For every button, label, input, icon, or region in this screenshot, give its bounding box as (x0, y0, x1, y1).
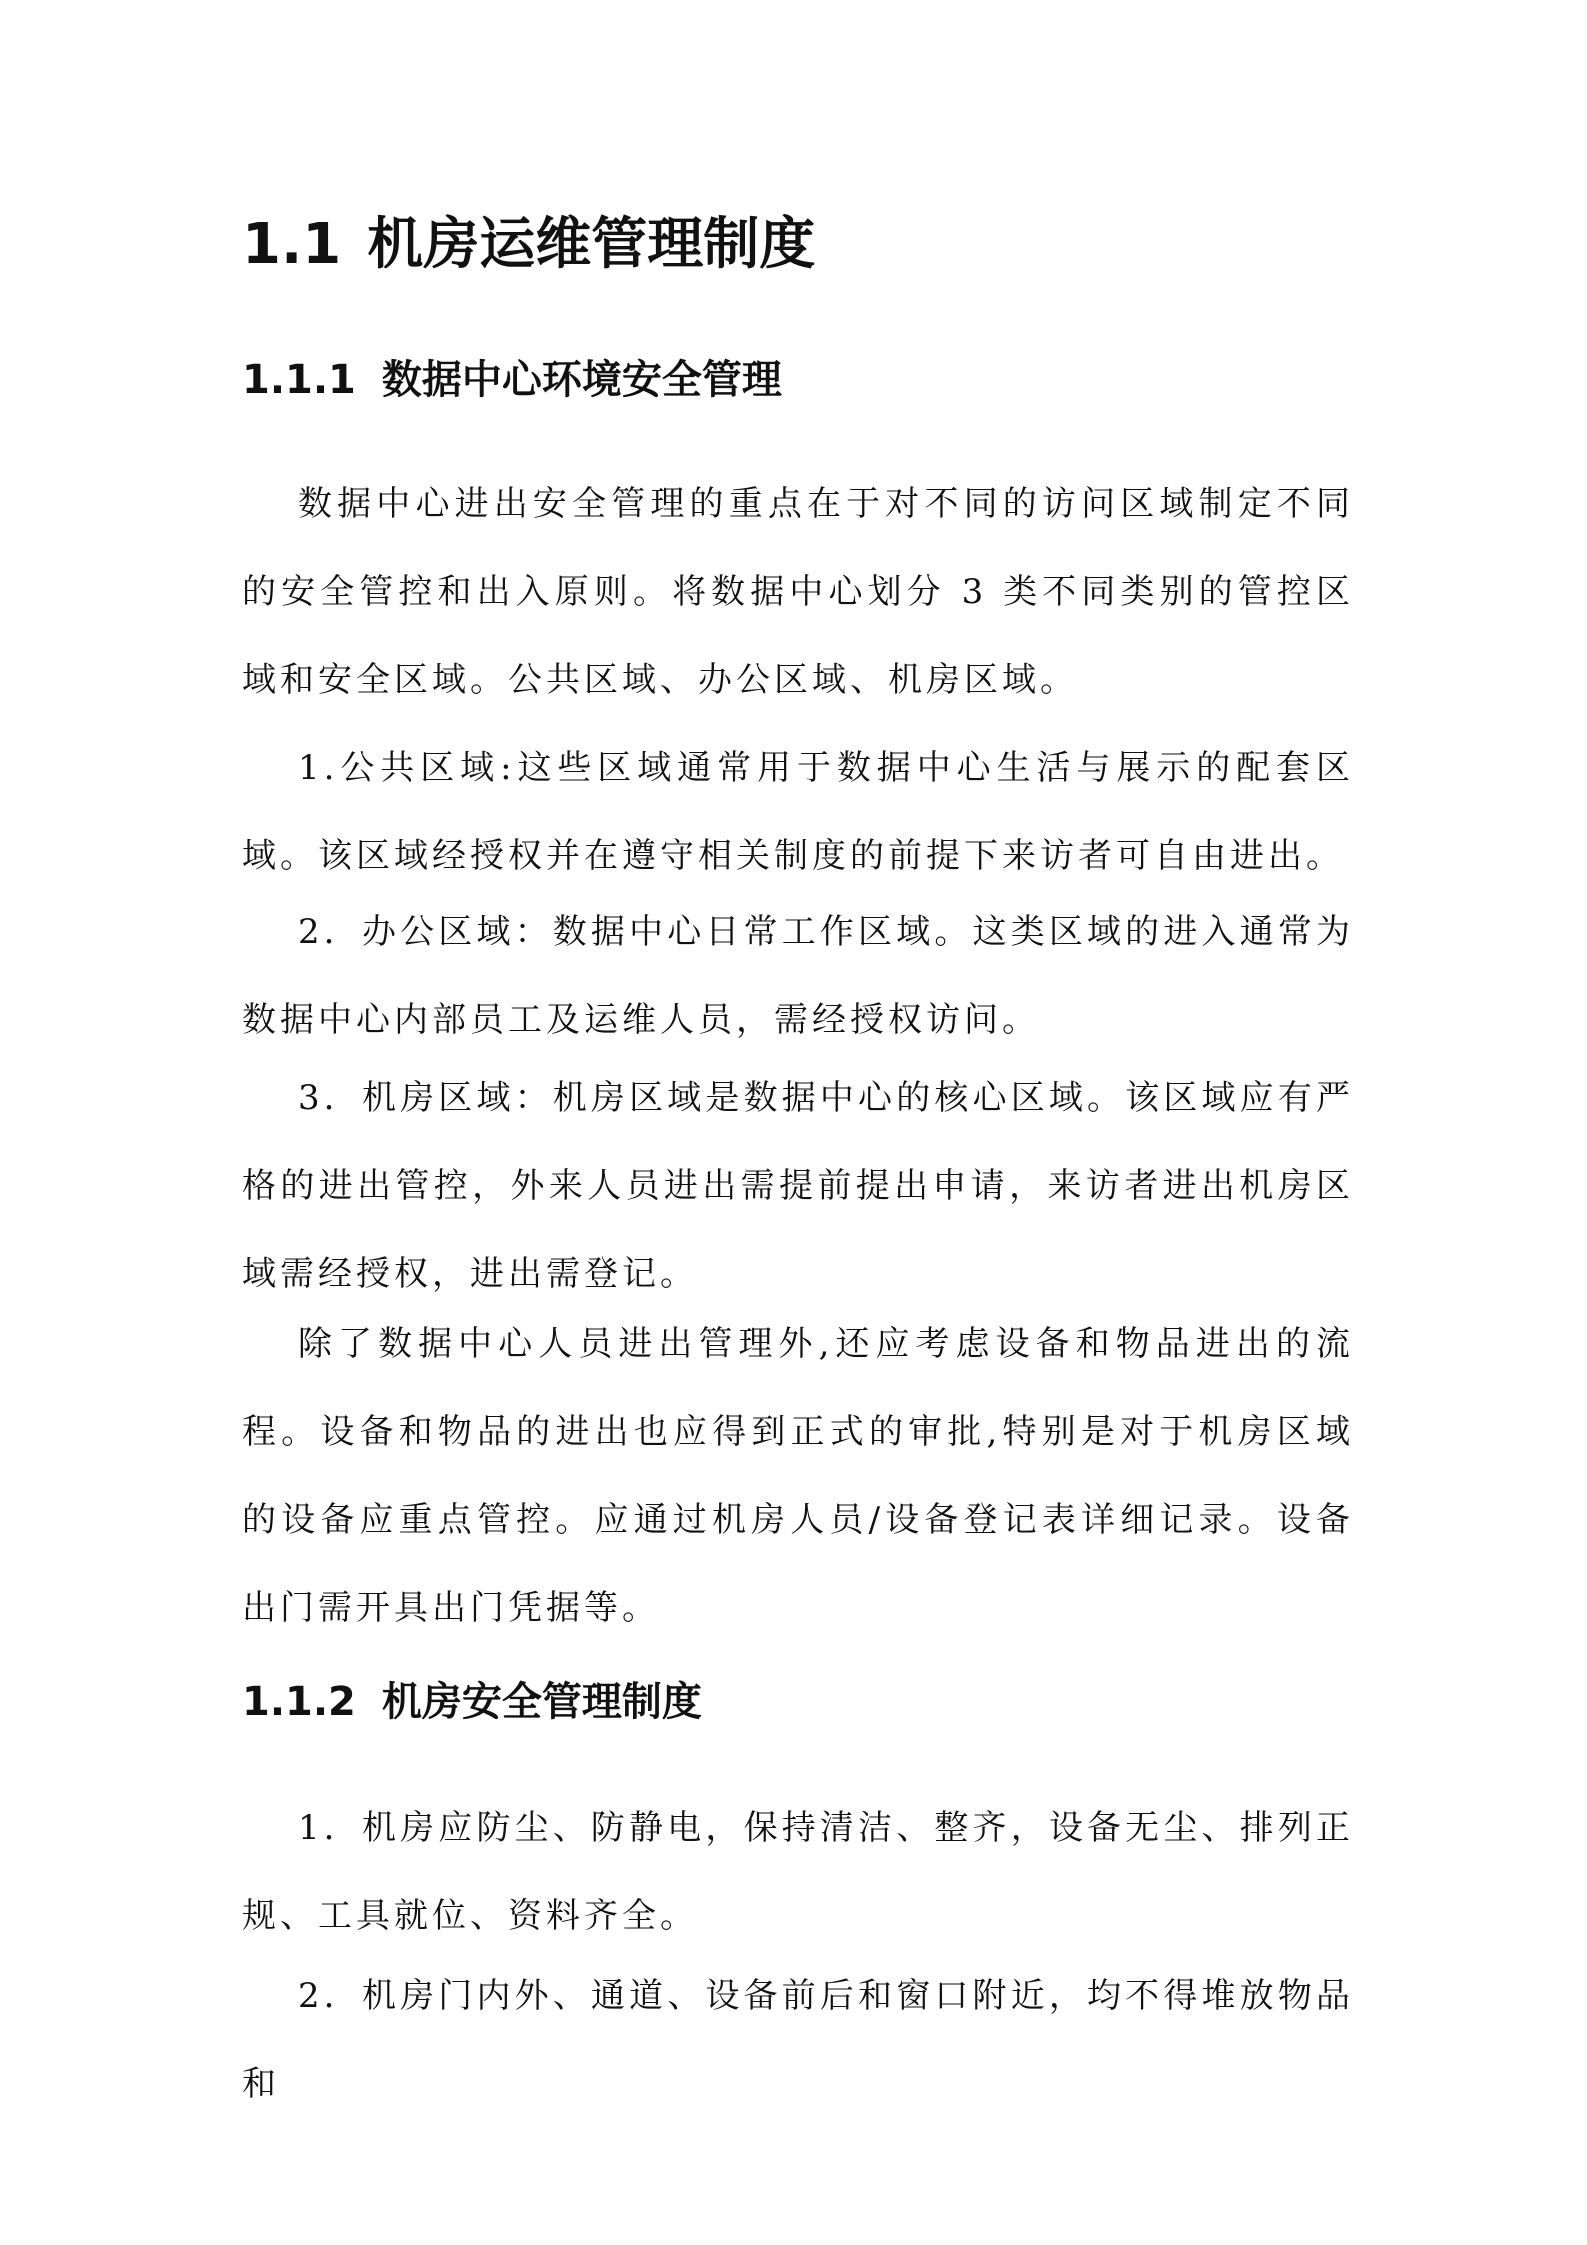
paragraph: 2．办公区域：数据中心日常工作区域。这类区域的进入通常为数据中心内部员工及运维人员，需经授权访问。 (242, 912, 1354, 1040)
paragraph: 2．机房门内外、通道、设备前后和窗口附近，均不得堆放物品和 (242, 1976, 1354, 2104)
paragraph: 数据中心进出安全管理的重点在于对不同的访问区域制定不同的安全管控和出入原则。将数据中心划分 3 类不同类别的管控区域和安全区域。公共区域、办公区域、机房区域。 (242, 484, 1354, 700)
section-title: 机房运维管理制度 (367, 212, 816, 277)
subsection-title: 机房安全管理制度 (381, 1679, 702, 1725)
subsection-heading-1 (242, 350, 782, 410)
section-heading (242, 205, 815, 285)
subsection-heading-2 (242, 1672, 702, 1732)
paragraph: 3．机房区域：机房区域是数据中心的核心区域。该区域应有严格的进出管控，外来人员进出需提前提出申请，来访者进出机房区域需经授权，进出需登记。 (242, 1078, 1354, 1294)
subsection-title: 数据中心环境安全管理 (381, 357, 782, 403)
section-number: 1.1 (242, 212, 342, 277)
paragraph: 除了数据中心人员进出管理外,还应考虑设备和物品进出的流程。设备和物品的进出也应得到正式的审批,特别是对于机房区域的设备应重点管控。应通过机房人员/设备登记表详细记录。设备出门需开具出门凭据等。 (242, 1324, 1354, 1628)
paragraph: 1．机房应防尘、防静电，保持清洁、整齐，设备无尘、排列正规、工具就位、资料齐全。 (242, 1808, 1354, 1936)
paragraph: 1.公共区域:这些区域通常用于数据中心生活与展示的配套区域。该区域经授权并在遵守相关制度的前提下来访者可自由进出。 (242, 748, 1354, 876)
subsection-number: 1.1.2 (242, 1679, 356, 1725)
subsection-number: 1.1.1 (242, 357, 356, 403)
